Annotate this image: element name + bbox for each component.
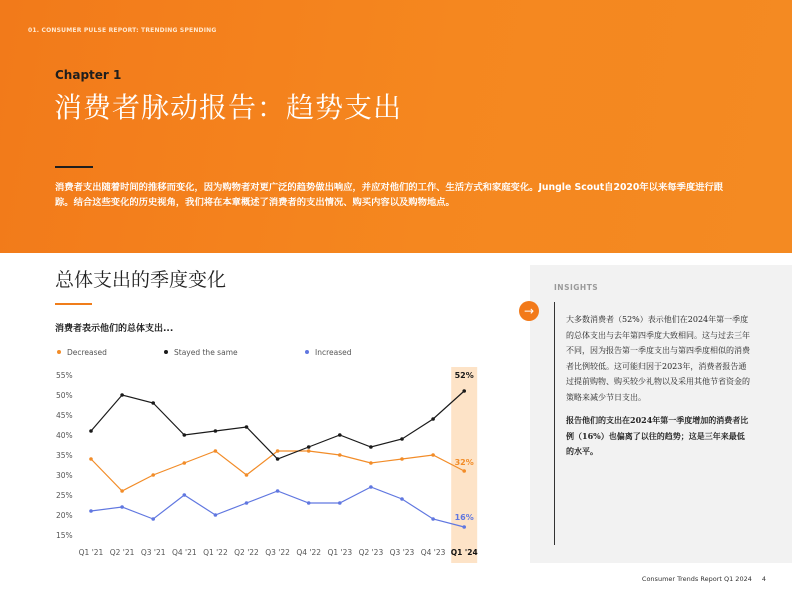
line-chart	[50, 365, 510, 570]
data-point	[431, 453, 435, 457]
data-point	[89, 457, 93, 461]
x-tick-label: Q2 '21	[109, 548, 135, 557]
arrow-right-icon: →	[519, 301, 539, 321]
data-point	[307, 449, 311, 453]
data-point	[151, 517, 155, 521]
hero-divider	[55, 166, 93, 168]
insights-paragraph-1: 大多数消费者（52%）表示他们在2024年第一季度的总体支出与去年第四季度大致相同。这与过去三年不同，因为报告第一季度支出与第四季度相似的消费者比例较低。这可能归因于2023年，消费者报告通过提前购物、购买较少礼物以及采用其他节省资金的策略来减少节日支出。	[566, 315, 750, 402]
chart-legend	[0, 348, 352, 360]
data-point	[462, 525, 466, 529]
data-point	[400, 497, 404, 501]
x-tick-label: Q2 '22	[234, 548, 259, 557]
data-point	[369, 461, 373, 465]
insights-text	[566, 312, 752, 468]
series-line-0	[91, 451, 464, 491]
section-title: 总体支出的季度变化	[55, 269, 227, 291]
data-point	[214, 429, 218, 433]
series-line-2	[91, 487, 464, 527]
x-tick-label: Q3 '22	[265, 548, 290, 557]
y-tick-label: 20%	[56, 511, 73, 520]
insights-label: INSIGHTS	[554, 283, 599, 292]
legend-dot-decreased	[57, 350, 61, 354]
data-point	[431, 517, 435, 521]
data-point	[120, 489, 124, 493]
data-label: 32%	[454, 458, 474, 467]
data-point	[307, 501, 311, 505]
footer-report: Consumer Trends Report Q1 2024	[641, 575, 752, 583]
x-tick-label: Q4 '23	[420, 548, 446, 557]
y-tick-label: 15%	[56, 531, 73, 540]
page-number: 4	[761, 575, 766, 583]
data-point	[245, 473, 249, 477]
legend-dot-stayed	[164, 350, 168, 354]
data-point	[120, 505, 124, 509]
data-point	[214, 449, 218, 453]
data-point	[276, 489, 280, 493]
data-point	[89, 429, 93, 433]
data-point	[151, 401, 155, 405]
x-tick-label: Q4 '21	[171, 548, 197, 557]
y-tick-label: 25%	[56, 491, 73, 500]
x-tick-label: Q1 '21	[78, 548, 104, 557]
page-footer	[632, 575, 766, 583]
series-line-1	[91, 391, 464, 459]
data-point	[183, 493, 187, 497]
y-tick-label: 45%	[56, 411, 73, 420]
data-point	[307, 445, 311, 449]
y-tick-label: 30%	[56, 471, 73, 480]
y-tick-label: 50%	[56, 391, 73, 400]
data-point	[431, 417, 435, 421]
data-label: 16%	[454, 513, 474, 522]
x-tick-label: Q4 '22	[296, 548, 322, 557]
data-point	[400, 457, 404, 461]
data-point	[276, 449, 280, 453]
data-point	[245, 425, 249, 429]
data-point	[276, 457, 280, 461]
data-point	[120, 393, 124, 397]
chart-subtitle: 消费者表示他们的总体支出...	[55, 324, 174, 334]
data-point	[462, 469, 466, 473]
data-point	[151, 473, 155, 477]
y-tick-label: 35%	[56, 451, 73, 460]
hero-banner	[0, 0, 792, 253]
legend-label-stayed: Stayed the same	[174, 348, 238, 357]
section-divider	[55, 303, 92, 305]
data-point	[214, 513, 218, 517]
legend-dot-increased	[305, 350, 309, 354]
insights-rule	[554, 302, 555, 545]
y-tick-label: 55%	[56, 371, 73, 380]
legend-item-decreased	[57, 348, 107, 357]
intro-paragraph: 消费者支出随着时间的推移而变化，因为购物者对更广泛的趋势做出响应，并应对他们的工作、生活方式和家庭变化。Jungle Scout自2020年以来每季度进行跟踪。结合这些变化的历史视角，我们将在本章概述了消费者的支出情况、购买内容以及购物地点。	[55, 182, 724, 208]
x-tick-label: Q1 '22	[203, 548, 228, 557]
x-tick-label: Q2 '23	[358, 548, 384, 557]
legend-label-decreased: Decreased	[67, 348, 107, 357]
data-point	[183, 461, 187, 465]
data-point	[245, 501, 249, 505]
data-point	[338, 501, 342, 505]
insights-paragraph-2: 报告他们的支出在2024年第一季度增加的消费者比例（16%）也偏离了以往的趋势；这是三年来最低的水平。	[566, 415, 749, 456]
data-point	[183, 433, 187, 437]
x-tick-label: Q3 '21	[140, 548, 166, 557]
legend-item-increased	[305, 348, 352, 357]
data-point	[400, 437, 404, 441]
page-title: 消费者脉动报告：趋势支出	[54, 91, 403, 124]
data-point	[338, 433, 342, 437]
x-tick-label: Q1 '24	[450, 548, 478, 557]
running-head: 01. CONSUMER PULSE REPORT: TRENDING SPENDING	[28, 27, 217, 34]
legend-item-stayed	[164, 348, 238, 357]
data-point	[369, 445, 373, 449]
data-point	[89, 509, 93, 513]
data-point	[369, 485, 373, 489]
x-tick-label: Q3 '23	[389, 548, 415, 557]
data-label: 52%	[454, 371, 474, 380]
chapter-label: Chapter 1	[55, 68, 122, 82]
data-point	[338, 453, 342, 457]
x-tick-label: Q1 '23	[327, 548, 353, 557]
y-tick-label: 40%	[56, 431, 73, 440]
data-point	[462, 389, 466, 393]
legend-label-increased: Increased	[315, 348, 352, 357]
